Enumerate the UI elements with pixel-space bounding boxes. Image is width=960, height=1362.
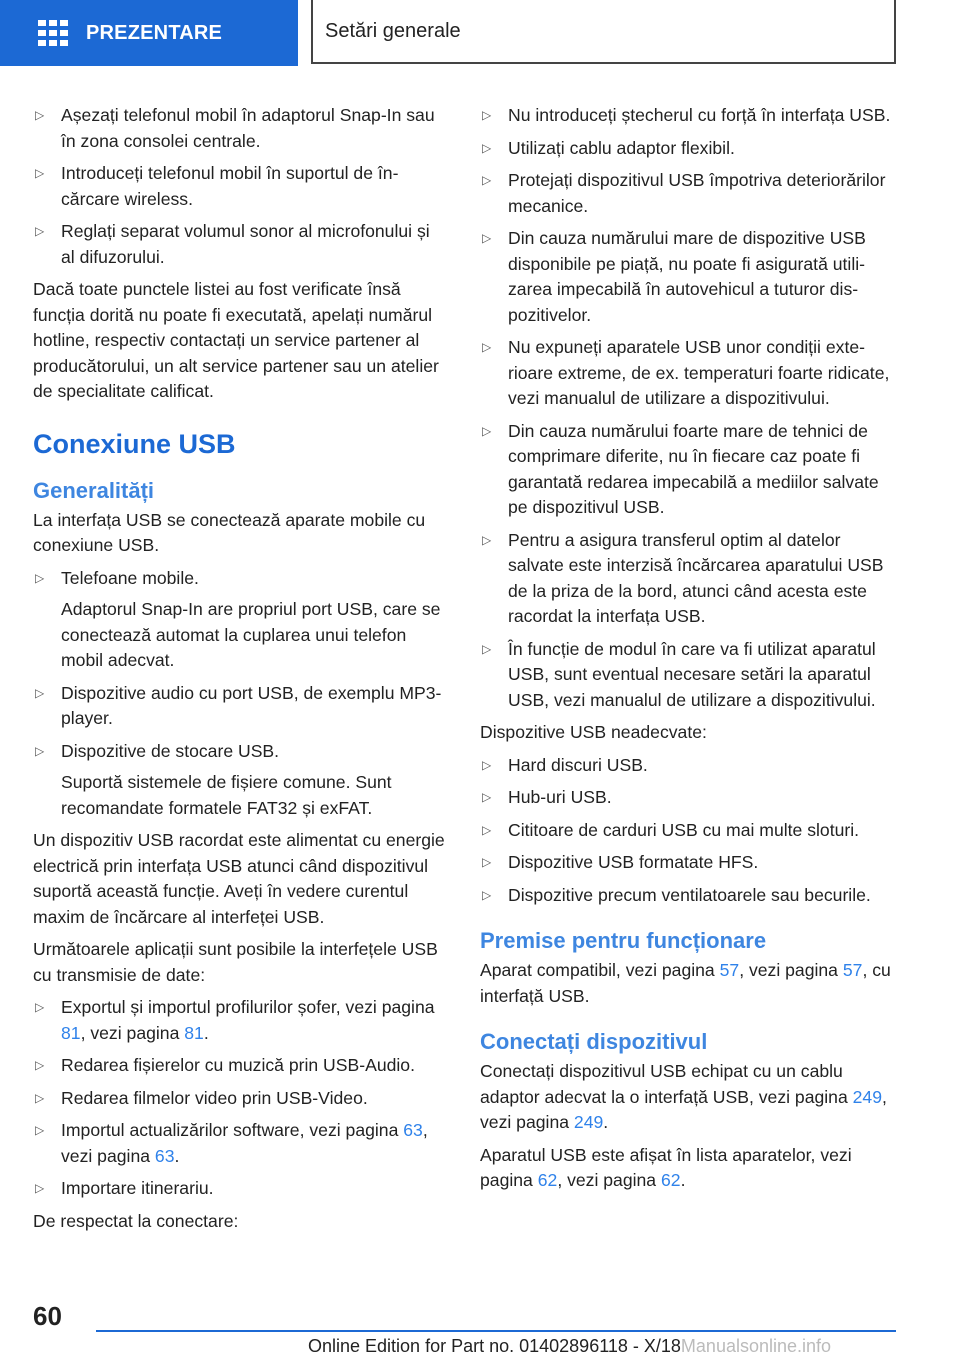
triangle-bullet-icon: ▷	[35, 570, 45, 585]
section-tab[interactable]	[0, 0, 298, 66]
section-tab-label: PREZENTARE	[86, 21, 223, 44]
list-item: ▷ Dispozitive USB formatate HFS.	[480, 850, 898, 876]
triangle-bullet-icon: ▷	[482, 423, 492, 438]
list-item: ▷ Hard discuri USB.	[480, 753, 898, 779]
triangle-bullet-icon: ▷	[35, 224, 45, 238]
triangle-bullet-icon: ▷	[35, 166, 45, 180]
watermark: Manualsonline.info	[680, 1336, 832, 1356]
triangle-bullet-icon: ▷	[482, 855, 492, 869]
list-item: ▷ Hub-uri USB.	[480, 785, 898, 811]
footer-edition: Online Edition for Part no. 01402896118 - X/18Manualsonline.info	[308, 1336, 832, 1356]
page-header	[0, 0, 960, 66]
list-item: ▷ Redarea filmelor video prin USB-Video.	[33, 1086, 447, 1112]
paragraph: Următoarele aplicații sunt posibile la interfețele USB cu transmisie de date:	[33, 939, 438, 985]
list-item: ▷ Utilizați cablu adaptor flexibil.	[480, 136, 898, 162]
right-column	[480, 103, 898, 1201]
paragraph: Aparatul USB este afișat în lista aparatelor, vezi pagina 62, vezi pagina 62.	[480, 1144, 852, 1190]
list-item: ▷ Pentru a asigura transferul optim al datelor salvate este interzisă încărcarea aparatului USB de la priza de la bord, atunci când acesta este racordat la interfața USB.	[482, 529, 884, 626]
list-item: ▷ Importare itinerariu.	[33, 1176, 447, 1202]
paragraph: Conectați dispozitivul USB echipat cu un cablu adaptor adecvat la o interfață USB, vezi pagina 249, vezi pagina 249.	[480, 1061, 887, 1132]
triangle-bullet-icon: ▷	[482, 340, 492, 354]
page-link[interactable]: 62	[537, 1170, 558, 1190]
list-item: ▷ Dispozitive de stocare USB. Suportă sistemele de fișiere comune. Sunt recomandate formatele FAT32 și exFAT.	[33, 739, 447, 822]
section-heading: Conexiune USB	[33, 428, 236, 459]
list-item-detail: Suportă sistemele de fișiere comune. Sunt recomandate formatele FAT32 și exFAT.	[61, 772, 392, 818]
page-link[interactable]: 81	[61, 1022, 81, 1043]
left-column	[33, 103, 447, 1241]
page-link[interactable]: 249	[852, 1086, 882, 1107]
triangle-bullet-icon: ▷	[35, 108, 45, 122]
list-item: ▷ Nu introduceți ștecherul cu forță în interfața USB.	[480, 103, 898, 129]
triangle-bullet-icon: ▷	[35, 1000, 45, 1014]
triangle-bullet-icon: ▷	[35, 1090, 45, 1105]
chapter-title: Setări generale	[325, 19, 461, 42]
list-item: ▷ Telefoane mobile. Adaptorul Snap-In are propriul port USB, care se conectează automat la cuplarea unui telefon mobil adecvat.	[33, 566, 447, 674]
page-link[interactable]: 81	[184, 1022, 204, 1043]
list-item: ▷ Din cauza numărului mare de dispozitive USB disponibile pe piață, nu poate fi asigurată utilizarea impecabilă în autovehicul a tuturor dispozitivelor.	[482, 228, 866, 325]
paragraph: Aparat compatibil, vezi pagina 57, vezi pagina 57, cu interfață USB.	[480, 960, 891, 1006]
chapter-title-box	[311, 0, 896, 64]
paragraph: Un dispozitiv USB racordat este alimentat cu energie electrică prin interfața USB atunci când dispozitivul suportă această funcție. Aveți în vedere curentul maxim de încărcare al interfeței USB.	[33, 830, 445, 927]
footer-rule	[96, 1330, 896, 1332]
page-number: 60	[33, 1301, 62, 1331]
triangle-bullet-icon: ▷	[482, 532, 492, 547]
list-item: ▷ Reglați separat volumul sonor al microfonului și al difuzorului.	[35, 221, 430, 267]
triangle-bullet-icon: ▷	[35, 1123, 45, 1137]
paragraph: Dispozitive USB neadecvate:	[480, 722, 707, 742]
triangle-bullet-icon: ▷	[482, 887, 492, 902]
page-link[interactable]: 57	[719, 960, 740, 980]
page-link[interactable]: 249	[573, 1112, 604, 1132]
list-item: ▷ Redarea fișierelor cu muzică prin USB-Audio.	[33, 1053, 447, 1079]
list-item: ▷ Protejați dispozitivul USB împotriva deteriorărilor mecanice.	[482, 170, 886, 216]
subsection-heading: Premise pentru funcționare	[480, 928, 767, 953]
list-item: ▷ Exportul și importul profilurilor șofer, vezi pagina 81, vezi pagina 81.	[35, 997, 435, 1043]
list-item: ▷ Dispozitive precum ventilatoarele sau becurile.	[480, 883, 898, 909]
list-item-detail: Adaptorul Snap-In are propriul port USB, care se conectează automat la cuplarea unui telefon mobil adecvat.	[61, 599, 441, 670]
triangle-bullet-icon: ▷	[482, 757, 492, 772]
list-item: ▷ Nu expuneți aparatele USB unor condiții exterioare extreme, de ex. temperaturi foarte ridicate, vezi manualul de utilizare a dispozitivului.	[482, 337, 890, 408]
subsection-heading: Generalități	[33, 477, 155, 503]
list-item: ▷ Cititoare de carduri USB cu mai multe sloturi.	[480, 818, 898, 844]
list-item: ▷ Dispozitive audio cu port USB, de exemplu MP3-player.	[35, 682, 442, 728]
grid-menu-icon	[38, 20, 68, 46]
triangle-bullet-icon: ▷	[35, 1058, 45, 1072]
triangle-bullet-icon: ▷	[482, 108, 492, 122]
list-item: ▷ Așezați telefonul mobil în adaptorul Snap-In sau în zona consolei centrale.	[35, 105, 435, 151]
page-link[interactable]: 63	[154, 1145, 175, 1166]
triangle-bullet-icon: ▷	[482, 790, 492, 804]
triangle-bullet-icon: ▷	[35, 1181, 45, 1195]
list-item: ▷ În funcție de modul în care va fi utilizat aparatul USB, sunt eventual necesare setări la aparatul USB, vezi manualul de utilizare a dispozitivului.	[482, 638, 876, 710]
paragraph: La interfața USB se conectează aparate mobile cu conexiune USB.	[33, 509, 426, 555]
triangle-bullet-icon: ▷	[482, 641, 492, 656]
list-item: ▷ Introduceți telefonul mobil în suportul de încărcare wireless.	[35, 163, 399, 209]
subsection-heading: Conectați dispozitivul	[480, 1029, 708, 1054]
triangle-bullet-icon: ▷	[35, 685, 45, 700]
page-link[interactable]: 57	[842, 960, 863, 980]
triangle-bullet-icon: ▷	[482, 140, 492, 155]
page-link[interactable]: 63	[403, 1120, 423, 1140]
triangle-bullet-icon: ▷	[482, 173, 492, 187]
page-link[interactable]: 62	[661, 1170, 681, 1190]
triangle-bullet-icon: ▷	[482, 822, 492, 837]
triangle-bullet-icon: ▷	[482, 231, 492, 245]
paragraph: Dacă toate punctele listei au fost verificate însă funcția dorită nu poate fi executată, apelați numărul hotline, respectiv contactați un service partener al producătorului, un alt service partener sau un atelier de specialitate calificat.	[33, 279, 439, 401]
paragraph: De respectat la conectare:	[33, 1210, 239, 1231]
list-item: ▷ Importul actualizărilor software, vezi pagina 63, vezi pagina 63.	[35, 1120, 428, 1166]
list-item: ▷ Din cauza numărului foarte mare de tehnici de comprimare diferite, nu în fiecare caz poate fi garantată redarea impecabilă a mediilor salvate pe dispozitivul USB.	[482, 420, 879, 517]
triangle-bullet-icon: ▷	[35, 743, 45, 758]
